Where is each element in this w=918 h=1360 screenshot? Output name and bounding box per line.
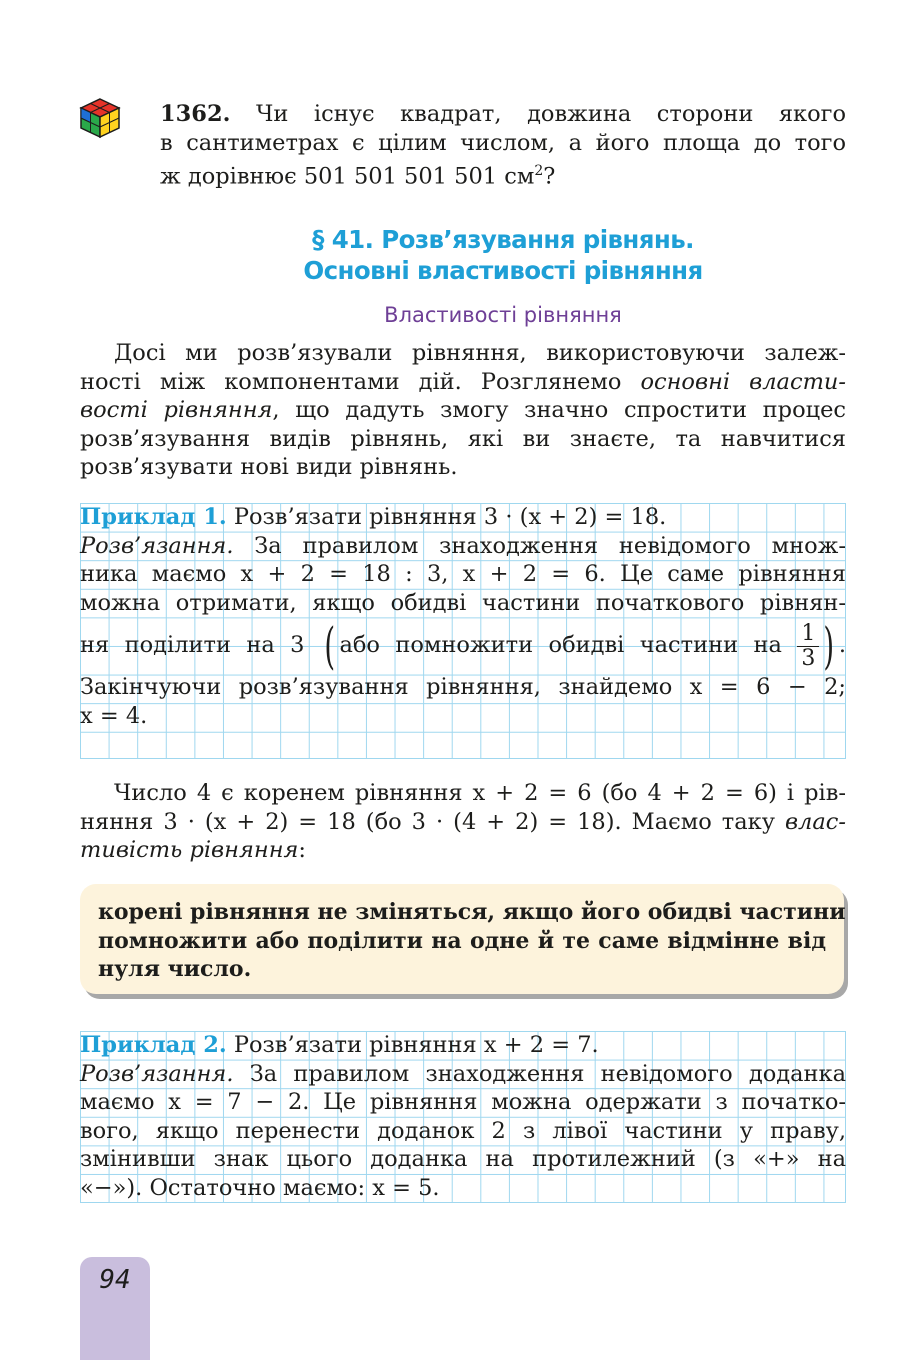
example-1-box [80, 503, 846, 759]
section-title-line: Основні властивості рівняння [303, 256, 703, 285]
example-label: Приклад 2. [80, 1032, 227, 1058]
subsection-title: Властивості рівняння [384, 303, 622, 327]
italic-term: тивість рівняння [80, 837, 299, 864]
italic-term: вості рівняння [80, 397, 273, 424]
problem-number: 1362. [160, 101, 231, 127]
text-segment: . [838, 632, 846, 659]
rule-box [80, 884, 844, 994]
rule-line: корені рівняння не зміняться, якщо його обидві частини [98, 899, 846, 925]
example-task: Розв’язати рівняння 3 · (x + 2) = 18. [226, 504, 667, 530]
text-line: вого, якщо перенести доданок 2 з лівої частини у праву, [80, 1117, 846, 1144]
text-line: Закінчуючи розв’язування рівняння, знайдемо x = 6 − 2; [80, 674, 846, 701]
problem-text: ж дорівнює 501 501 501 501 см [160, 163, 535, 190]
fraction [797, 622, 819, 671]
fraction-line [80, 617, 846, 676]
superscript: 2 [534, 163, 544, 180]
text-line: За правилом знаходження невідомого доданка [233, 1060, 846, 1087]
fraction-denominator: 3 [797, 646, 819, 671]
problem-text: ? [543, 163, 556, 190]
italic-term: основні власти- [640, 368, 846, 395]
rule-line: нуля число. [98, 956, 252, 983]
solution-label: Розв’язання. [80, 1060, 234, 1087]
left-paren: ( [324, 617, 336, 676]
fraction-numerator: 1 [801, 620, 816, 646]
text-line: : [298, 837, 307, 864]
intro-paragraph [80, 339, 846, 482]
text-line: За правилом знаходження невідомого множ- [233, 532, 846, 559]
italic-term: влас- [784, 808, 846, 835]
text-line: розв’язувати нові види рівнянь. [80, 454, 458, 481]
problem-text: в сантиметрах є цілим числом, а його площа до того [160, 129, 846, 156]
cube-icon [78, 96, 122, 140]
problem-1362 [160, 100, 846, 191]
page-number: 94 [99, 1265, 131, 1295]
text-line: x = 4. [80, 702, 148, 729]
rule-line: помножити або поділити на одне й те саме відмінне від [98, 927, 826, 954]
text-line: няння 3 · (x + 2) = 18 (бо 3 · (4 + 2) = 18). Маємо таку [80, 808, 785, 835]
text-line: ника маємо x + 2 = 18 : 3, x + 2 = 6. Це саме рівняння [80, 561, 846, 588]
example-task: Розв’язати рівняння x + 2 = 7. [226, 1032, 599, 1058]
text-segment: або помножити обидві частини на [339, 632, 782, 659]
text-line: змінивши знак цього доданка на протилежний (з «+» на [80, 1146, 846, 1173]
example-label: Приклад 1. [80, 504, 227, 530]
right-paren: ) [823, 617, 835, 676]
page-number-tab [80, 1257, 150, 1360]
solution-label: Розв’язання. [80, 532, 234, 559]
text-line: маємо x = 7 − 2. Це рівняння можна одержати з початко- [80, 1089, 846, 1116]
section-title [160, 224, 846, 286]
text-line: можна отримати, якщо обидві частини початкового рівнян- [80, 589, 846, 616]
text-line: Досі ми розв’язували рівняння, використовуючи залеж- [114, 340, 846, 366]
property-paragraph [80, 779, 846, 865]
problem-text: Чи існує квадрат, довжина сторони якого [230, 101, 846, 127]
text-line: , що дадуть змогу значно спростити процес [272, 397, 846, 424]
text-line: розв’язування видів рівнянь, які ви знаєте, та навчитися [80, 425, 846, 452]
text-segment: ня поділити на 3 [80, 632, 305, 659]
section-title-line: § 41. Розв’язування рівнянь. [312, 225, 694, 254]
text-line: «−»). Остаточно маємо: x = 5. [80, 1174, 440, 1201]
example-2-box [80, 1031, 846, 1203]
text-line: ності між компонентами дій. Розглянемо [80, 368, 641, 395]
text-line: Число 4 є коренем рівняння x + 2 = 6 (бо 4 + 2 = 6) і рів- [114, 780, 846, 806]
